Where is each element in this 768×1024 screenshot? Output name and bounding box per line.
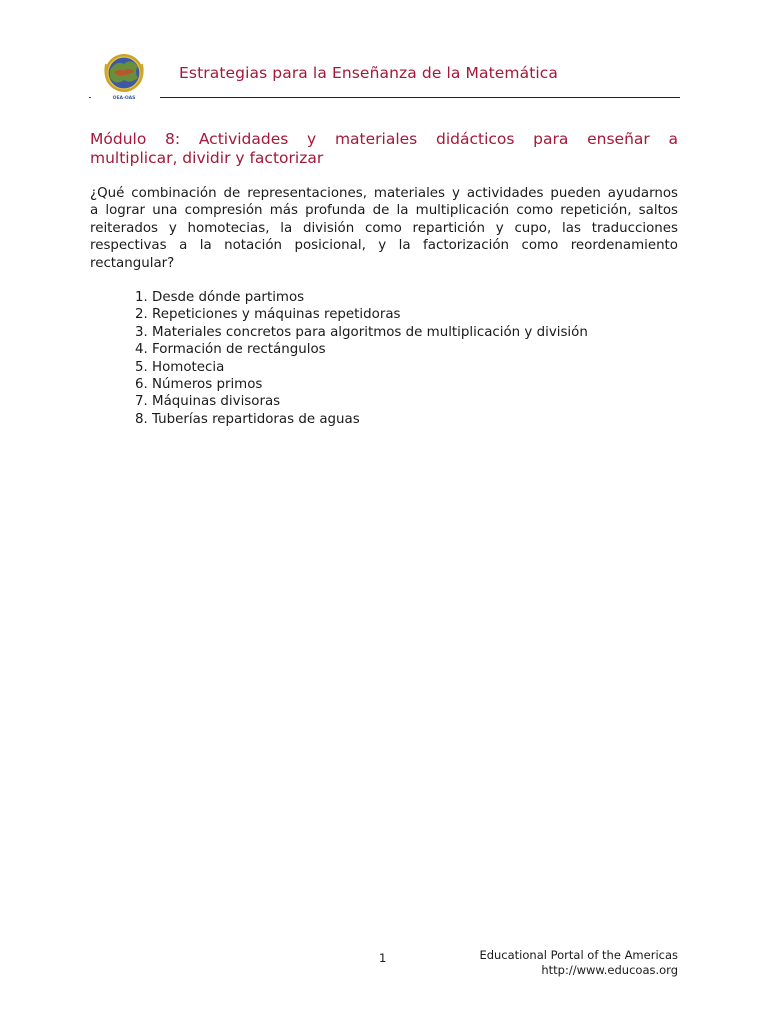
logo-text: OEA-OAS xyxy=(112,96,136,101)
portal-name: Educational Portal of the Americas xyxy=(479,948,678,962)
intro-line: respectivas a la notación posicional, y la factorización como reordenamiento xyxy=(90,238,678,254)
topic-item: 1. Desde dónde partimos xyxy=(135,290,305,305)
module-title-line-1: Módulo 8: Actividades y materiales didácticos para enseñar a xyxy=(90,130,678,148)
topics-list xyxy=(135,289,588,428)
oea-oas-seal-icon xyxy=(100,52,148,104)
oea-logo xyxy=(100,52,148,104)
topic-item: 4. Formación de rectángulos xyxy=(135,342,326,358)
page-number: 1 xyxy=(379,951,387,965)
topic-item: 6. Números primos xyxy=(135,377,263,393)
intro-line: rectangular? xyxy=(90,255,175,271)
topic-item: 8. Tuberías repartidoras de aguas xyxy=(135,411,360,427)
intro-paragraph xyxy=(90,185,678,272)
intro-line: reiterados y homotecias, la división como repartición y cupo, las traducciones xyxy=(90,220,678,236)
intro-line: a lograr una compresión más profunda de la multiplicación como repetición, saltos xyxy=(90,203,678,219)
module-title-line-2: multiplicar, dividir y factorizar xyxy=(90,149,324,167)
topic-item: 5. Homotecia xyxy=(135,359,225,375)
portal-url: http://www.educoas.org xyxy=(541,963,678,977)
module-title xyxy=(90,130,678,168)
topic-item: 2. Repeticiones y máquinas repetidoras xyxy=(135,307,401,323)
header-dot xyxy=(89,97,91,98)
intro-line: ¿Qué combinación de representaciones, materiales y actividades pueden ayudarnos xyxy=(90,186,678,201)
footer-portal xyxy=(479,948,678,978)
topic-item: 3. Materiales concretos para algoritmos de multiplicación y división xyxy=(135,324,588,340)
header-divider xyxy=(160,97,680,98)
header-title: Estrategias para la Enseñanza de la Matemática xyxy=(179,64,558,82)
topic-item: 7. Máquinas divisoras xyxy=(135,394,281,410)
